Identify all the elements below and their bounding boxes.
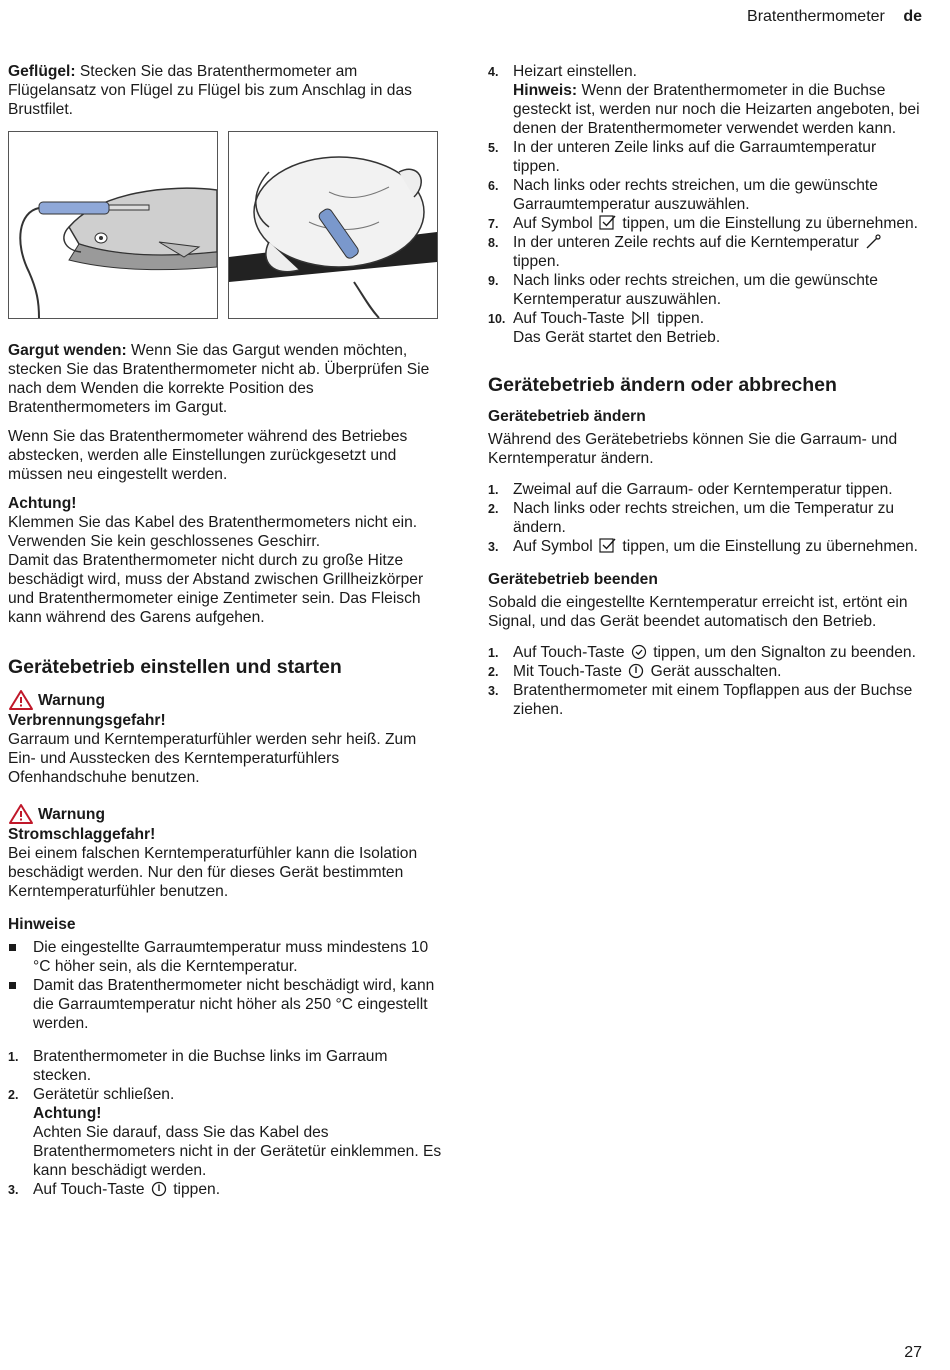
caution-block: Achtung! Klemmen Sie das Kabel des Bratenthermometers nicht ein. Verwenden Sie kein geschlossenes Geschirr. Damit das Bratenthermometer nicht durch zu große Hitze beschädigt wird, muss der Abstand zwischen Grillheizkörper und Bratenthermometer einige Zentimeter sein. Das Fleisch kann während des Garens aufgehen. xyxy=(8,495,424,626)
step-item: 3. Bratenthermometer mit einem Topflappen aus der Buchse ziehen. xyxy=(488,682,913,718)
warning-electric: Warnung Stromschlaggefahr! Bei einem falschen Kerntemperaturfühler kann die Isolation beschädigt werden. Nur den für dieses Gerät bestimmten Kerntemperaturfühler benutzen. xyxy=(8,803,444,901)
step-item: 2. Nach links oder rechts streichen, um die Temperatur zu ändern. xyxy=(488,500,895,536)
warning-triangle-icon xyxy=(8,803,34,825)
left-column xyxy=(8,62,444,1209)
step-item: 8. In der unteren Zeile rechts auf die Kerntemperatur tippen. xyxy=(488,233,920,271)
step-item: 1. Zweimal auf die Garraum- oder Kerntemperatur tippen. xyxy=(488,481,893,498)
end-steps xyxy=(488,643,920,719)
list-item: Die eingestellte Garraumtemperatur muss mindestens 10 °C höher sein, als die Kerntemperatur. xyxy=(8,938,444,976)
start-steps xyxy=(8,1047,444,1199)
checkbox-confirm-icon xyxy=(599,214,616,231)
section-title-change: Gerätebetrieb ändern oder abbrechen xyxy=(488,374,837,396)
step-item: 5. In der unteren Zeile links auf die Garraumtemperatur tippen. xyxy=(488,139,877,175)
power-icon xyxy=(151,1181,167,1197)
step-item: 3. Auf Touch-Taste tippen. xyxy=(8,1181,221,1198)
step-item: 3. Auf Symbol tippen, um die Einstellung zu übernehmen. xyxy=(488,538,919,555)
notes-list xyxy=(8,938,444,1033)
change-intro: Während des Gerätebetriebs können Sie die Garraum- und Kerntemperatur ändern. xyxy=(488,431,898,467)
power-icon xyxy=(628,663,644,679)
end-intro: Sobald die eingestellte Kerntemperatur erreicht ist, ertönt ein Signal, und das Gerät beendet automatisch den Betrieb. xyxy=(488,594,908,630)
step-item: 1. Bratenthermometer in die Buchse links im Garraum stecken. xyxy=(8,1048,388,1084)
chicken-illustration xyxy=(228,131,438,319)
page-header xyxy=(747,8,922,26)
turn-food-paragraph: Gargut wenden: Wenn Sie das Gargut wenden möchten, stecken Sie das Bratenthermometer nicht ab. Überprüfen Sie nach dem Wenden die korrekte Position des Bratenthermometers im Gargut. xyxy=(8,342,430,416)
page-number: 27 xyxy=(904,1344,922,1361)
change-steps xyxy=(488,480,920,556)
step-item: 9. Nach links oder rechts streichen, um die gewünschte Kerntemperatur auszuwählen. xyxy=(488,272,878,308)
step-item: 2. Mit Touch-Taste Gerät ausschalten. xyxy=(488,663,782,680)
step-item: 10. Auf Touch-Taste tippen. Das Gerät startet den Betrieb. xyxy=(488,310,721,346)
list-item: Damit das Bratenthermometer nicht beschädigt wird, kann die Garraumtemperatur nicht höher als 250 °C eingestellt werden. xyxy=(8,976,444,1033)
warning-burn: Warnung Verbrennungsgefahr! Garraum und Kerntemperaturfühler werden sehr heiß. Zum Ein- und Ausstecken des Kerntemperaturfühlers Ofenhandschuhe benutzen. xyxy=(8,689,444,787)
fish-illustration xyxy=(8,131,218,319)
step-item: 6. Nach links oder rechts streichen, um die gewünschte Garraumtemperatur auszuwählen. xyxy=(488,177,878,213)
checkbox-confirm-icon xyxy=(599,537,616,554)
warning-triangle-icon xyxy=(8,689,34,711)
step-item: 7. Auf Symbol tippen, um die Einstellung zu übernehmen. xyxy=(488,215,919,232)
illustrations xyxy=(8,131,444,319)
header-language: de xyxy=(903,8,922,25)
timer-check-icon xyxy=(631,644,647,660)
section-title-start: Gerätebetrieb einstellen und starten xyxy=(8,656,342,678)
step-item: 4. Heizart einstellen. Hinweis: Wenn der Bratenthermometer in die Buchse gesteckt ist, werden nur noch die Heizarten angeboten, bei denen der Bratenthermometer verwendet werden kann. xyxy=(488,63,920,137)
right-column xyxy=(488,62,920,729)
start-pause-icon xyxy=(631,310,651,326)
header-title: Bratenthermometer xyxy=(747,8,885,25)
unplug-paragraph: Wenn Sie das Bratenthermometer während des Betriebes abstecken, werden alle Einstellungen zurückgesetzt und müssen neu eingestellt werden. xyxy=(8,428,408,483)
change-subtitle: Gerätebetrieb ändern xyxy=(488,408,646,425)
step-item: 1. Auf Touch-Taste tippen, um den Signalton zu beenden. xyxy=(488,644,916,661)
step-item: 2. Gerätetür schließen. Achtung! Achten Sie darauf, dass Sie das Kabel des Bratenthermometers nicht in der Gerätetür einklemmen. Es kann beschädigt werden. xyxy=(8,1086,442,1179)
notes-title: Hinweise xyxy=(8,916,76,933)
poultry-paragraph: Geflügel: Stecken Sie das Bratenthermometer am Flügelansatz von Flügel zu Flügel bis zum Anschlag in das Brustfilet. xyxy=(8,63,412,118)
continue-steps xyxy=(488,62,920,347)
thermometer-probe-icon xyxy=(865,234,881,250)
end-subtitle: Gerätebetrieb beenden xyxy=(488,571,658,588)
